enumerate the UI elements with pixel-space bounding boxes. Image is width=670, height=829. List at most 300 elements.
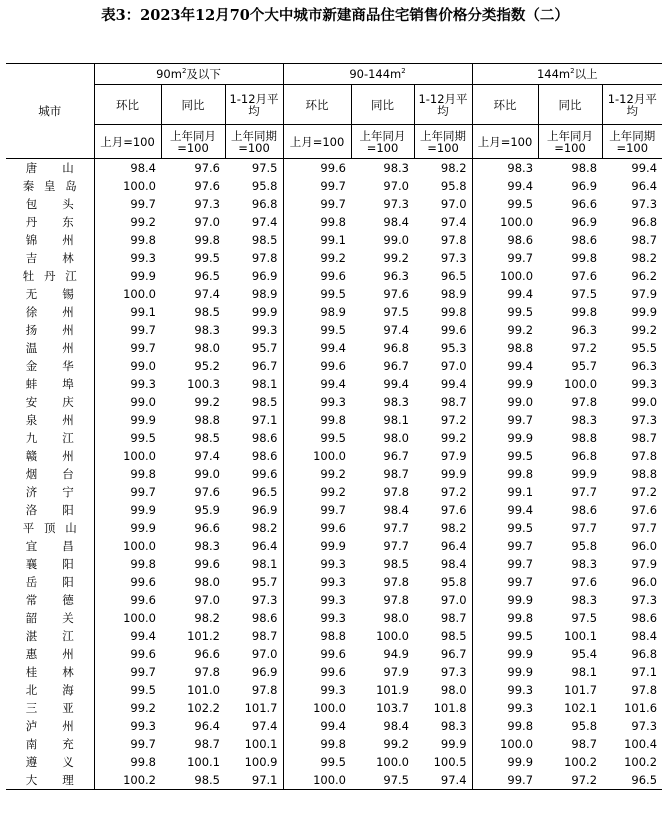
value-cell: 98.8 bbox=[194, 413, 220, 427]
city-name: 济 宁 bbox=[25, 485, 74, 499]
table-row bbox=[6, 519, 662, 537]
city-column-header: 城市 bbox=[6, 64, 94, 159]
value-cell: 99.8 bbox=[507, 611, 534, 625]
table-row bbox=[6, 429, 662, 447]
value-cell: 98.4 bbox=[130, 161, 156, 175]
value-cell: 99.2 bbox=[631, 323, 658, 337]
value-cell: 99.8 bbox=[130, 557, 156, 571]
value-cell: 97.0 bbox=[414, 591, 472, 609]
value-cell: 99.2 bbox=[383, 737, 409, 751]
value-cell: 99.2 bbox=[194, 395, 220, 409]
value-cell: 96.8 bbox=[631, 647, 658, 661]
value-cell: 96.3 bbox=[383, 269, 409, 283]
value-cell: 98.5 bbox=[383, 557, 409, 571]
value-cell: 98.7 bbox=[383, 467, 409, 481]
value-cell: 99.6 bbox=[194, 557, 220, 571]
table-row bbox=[6, 735, 662, 753]
value-cell: 101.8 bbox=[414, 699, 472, 717]
value-cell: 97.6 bbox=[571, 269, 598, 283]
city-name: 丹 东 bbox=[25, 215, 74, 229]
value-cell: 97.0 bbox=[194, 593, 220, 607]
base-header-avg: 上年同期=100 bbox=[225, 125, 283, 159]
value-cell: 97.3 bbox=[225, 591, 283, 609]
table-row bbox=[6, 159, 662, 178]
value-cell: 100.0 bbox=[123, 449, 156, 463]
value-cell: 99.8 bbox=[571, 251, 598, 265]
value-cell: 102.1 bbox=[564, 701, 598, 715]
value-cell: 98.2 bbox=[225, 519, 283, 537]
value-cell: 99.7 bbox=[507, 557, 534, 571]
value-cell: 99.2 bbox=[320, 485, 346, 499]
value-cell: 95.7 bbox=[225, 339, 283, 357]
value-cell: 97.4 bbox=[414, 213, 472, 231]
city-name: 湛 江 bbox=[25, 629, 74, 643]
value-cell: 97.9 bbox=[631, 287, 658, 301]
value-cell: 96.7 bbox=[383, 449, 409, 463]
value-cell: 97.6 bbox=[194, 485, 220, 499]
table-row bbox=[6, 465, 662, 483]
value-cell: 96.4 bbox=[414, 537, 472, 555]
value-cell: 97.9 bbox=[383, 665, 409, 679]
city-cell bbox=[6, 753, 94, 771]
value-cell: 95.7 bbox=[571, 359, 598, 373]
value-cell: 96.4 bbox=[631, 179, 658, 193]
value-cell: 99.4 bbox=[320, 341, 346, 355]
value-cell: 98.5 bbox=[414, 627, 472, 645]
value-cell: 100.2 bbox=[94, 771, 161, 790]
value-cell: 100.0 bbox=[500, 737, 534, 751]
city-name: 徐 州 bbox=[25, 305, 74, 319]
table-row bbox=[6, 771, 662, 790]
page-title: 表3：2023年12月70个大中城市新建商品住宅销售价格分类指数（二） bbox=[101, 7, 569, 24]
city-cell bbox=[6, 717, 94, 735]
value-cell: 97.7 bbox=[571, 485, 598, 499]
value-cell: 99.4 bbox=[507, 359, 534, 373]
value-cell: 98.9 bbox=[320, 305, 346, 319]
value-cell: 100.0 bbox=[123, 179, 156, 193]
value-cell: 97.3 bbox=[631, 413, 658, 427]
base-header-mom: 上月=100 bbox=[472, 125, 538, 159]
value-cell: 99.3 bbox=[130, 719, 156, 733]
value-cell: 98.7 bbox=[225, 627, 283, 645]
value-cell: 99.3 bbox=[631, 377, 658, 391]
value-cell: 99.9 bbox=[507, 647, 534, 661]
value-cell: 98.2 bbox=[414, 159, 472, 178]
base-header-avg: 上年同期=100 bbox=[414, 125, 472, 159]
value-cell: 97.9 bbox=[631, 557, 658, 571]
value-cell: 99.4 bbox=[383, 377, 409, 391]
city-name: 南 充 bbox=[25, 737, 74, 751]
table-row bbox=[6, 411, 662, 429]
value-cell: 100.0 bbox=[313, 701, 346, 715]
city-name: 蚌 埠 bbox=[25, 377, 74, 391]
value-cell: 100.4 bbox=[624, 737, 658, 751]
value-cell: 99.7 bbox=[130, 323, 156, 337]
table-row bbox=[6, 681, 662, 699]
city-name: 泸 州 bbox=[25, 719, 74, 733]
city-cell bbox=[6, 699, 94, 717]
table-row bbox=[6, 213, 662, 231]
value-cell: 99.9 bbox=[507, 377, 534, 391]
value-cell: 97.5 bbox=[351, 771, 414, 790]
base-header-mom: 上月=100 bbox=[94, 125, 161, 159]
value-cell: 96.0 bbox=[631, 539, 658, 553]
value-cell: 99.4 bbox=[507, 503, 534, 517]
value-cell: 97.1 bbox=[631, 665, 658, 679]
value-cell: 97.2 bbox=[414, 483, 472, 501]
city-cell bbox=[6, 609, 94, 627]
table-row bbox=[6, 555, 662, 573]
city-name: 遵 义 bbox=[25, 755, 74, 769]
value-cell: 98.5 bbox=[225, 393, 283, 411]
value-cell: 99.3 bbox=[225, 321, 283, 339]
value-cell: 99.8 bbox=[414, 303, 472, 321]
value-cell: 97.8 bbox=[383, 593, 409, 607]
value-cell: 97.8 bbox=[225, 681, 283, 699]
city-cell bbox=[6, 339, 94, 357]
value-cell: 99.0 bbox=[194, 467, 220, 481]
value-cell: 99.5 bbox=[320, 755, 346, 769]
value-cell: 98.4 bbox=[414, 555, 472, 573]
value-cell: 100.1 bbox=[187, 755, 220, 769]
value-cell: 99.1 bbox=[320, 233, 346, 247]
city-name: 桂 林 bbox=[25, 665, 74, 679]
value-cell: 98.8 bbox=[320, 629, 346, 643]
value-cell: 99.7 bbox=[507, 251, 534, 265]
value-cell: 103.7 bbox=[376, 701, 409, 715]
city-cell bbox=[6, 573, 94, 591]
group-header-large: $144m^2$以上 bbox=[472, 64, 662, 85]
value-cell: 96.8 bbox=[631, 215, 658, 229]
value-cell: 99.9 bbox=[631, 305, 658, 319]
table-row bbox=[6, 393, 662, 411]
value-cell: 97.4 bbox=[194, 449, 220, 463]
value-cell: 97.8 bbox=[571, 395, 598, 409]
value-cell: 99.9 bbox=[130, 503, 156, 517]
value-cell: 100.0 bbox=[313, 449, 346, 463]
city-name: 襄 阳 bbox=[25, 557, 74, 571]
value-cell: 99.6 bbox=[414, 321, 472, 339]
value-cell: 95.3 bbox=[414, 339, 472, 357]
value-cell: 99.9 bbox=[414, 465, 472, 483]
value-cell: 96.6 bbox=[194, 647, 220, 661]
value-cell: 98.5 bbox=[194, 431, 220, 445]
value-cell: 97.8 bbox=[631, 683, 658, 697]
city-name: 金 华 bbox=[25, 359, 74, 373]
sub-header-mom: 环比 bbox=[94, 85, 161, 125]
value-cell: 99.9 bbox=[225, 303, 283, 321]
value-cell: 98.7 bbox=[414, 393, 472, 411]
value-cell: 101.2 bbox=[187, 629, 220, 643]
value-cell: 99.4 bbox=[631, 161, 658, 175]
value-cell: 96.7 bbox=[414, 645, 472, 663]
value-cell: 99.6 bbox=[320, 269, 346, 283]
city-name: 扬 州 bbox=[25, 323, 74, 337]
value-cell: 99.8 bbox=[130, 755, 156, 769]
city-cell bbox=[6, 429, 94, 447]
value-cell: 95.9 bbox=[194, 503, 220, 517]
value-cell: 96.5 bbox=[414, 267, 472, 285]
value-cell: 99.0 bbox=[507, 395, 534, 409]
value-cell: 98.4 bbox=[383, 503, 409, 517]
value-cell: 95.8 bbox=[414, 573, 472, 591]
city-name: 泉 州 bbox=[25, 413, 74, 427]
value-cell: 100.9 bbox=[225, 753, 283, 771]
city-name: 三 亚 bbox=[25, 701, 74, 715]
value-cell: 96.3 bbox=[631, 359, 658, 373]
base-header-yoy: 上年同月=100 bbox=[538, 125, 602, 159]
city-name: 洛 阳 bbox=[25, 503, 74, 517]
value-cell: 98.8 bbox=[507, 341, 534, 355]
value-cell: 97.7 bbox=[383, 539, 409, 553]
value-cell: 99.5 bbox=[130, 683, 156, 697]
value-cell: 98.1 bbox=[225, 375, 283, 393]
value-cell: 98.4 bbox=[383, 719, 409, 733]
value-cell: 98.3 bbox=[194, 323, 220, 337]
value-cell: 98.0 bbox=[383, 611, 409, 625]
value-cell: 99.0 bbox=[383, 233, 409, 247]
value-cell: 97.6 bbox=[383, 287, 409, 301]
value-cell: 98.6 bbox=[225, 447, 283, 465]
value-cell: 101.7 bbox=[225, 699, 283, 717]
value-cell: 99.1 bbox=[507, 485, 534, 499]
table-row bbox=[6, 699, 662, 717]
city-cell bbox=[6, 357, 94, 375]
value-cell: 100.0 bbox=[500, 269, 534, 283]
sub-header-yoy: 同比 bbox=[161, 85, 225, 125]
value-cell: 99.8 bbox=[320, 737, 346, 751]
value-cell: 97.8 bbox=[383, 575, 409, 589]
city-name: 无 锡 bbox=[25, 287, 74, 301]
sub-header-avg: 1-12月平均 bbox=[414, 85, 472, 125]
value-cell: 96.9 bbox=[225, 663, 283, 681]
value-cell: 96.9 bbox=[571, 215, 598, 229]
table-row bbox=[6, 303, 662, 321]
value-cell: 99.0 bbox=[130, 359, 156, 373]
base-header-yoy: 上年同月=100 bbox=[351, 125, 414, 159]
city-cell bbox=[6, 249, 94, 267]
city-cell bbox=[6, 591, 94, 609]
value-cell: 98.7 bbox=[631, 431, 658, 445]
value-cell: 100.0 bbox=[376, 755, 409, 769]
value-cell: 99.5 bbox=[507, 521, 534, 535]
value-cell: 97.4 bbox=[414, 771, 472, 790]
value-cell: 96.6 bbox=[194, 521, 220, 535]
value-cell: 99.5 bbox=[507, 305, 534, 319]
value-cell: 96.0 bbox=[631, 575, 658, 589]
value-cell: 97.3 bbox=[414, 249, 472, 267]
value-cell: 99.3 bbox=[320, 593, 346, 607]
value-cell: 99.2 bbox=[130, 215, 156, 229]
base-header-avg: 上年同期=100 bbox=[602, 125, 662, 159]
city-name: 常 德 bbox=[25, 593, 74, 607]
city-name: 包 头 bbox=[25, 197, 74, 211]
value-cell: 99.7 bbox=[320, 179, 346, 193]
sub-header-yoy: 同比 bbox=[351, 85, 414, 125]
value-cell: 99.1 bbox=[130, 305, 156, 319]
city-name: 唐 山 bbox=[25, 161, 74, 175]
table-row bbox=[6, 321, 662, 339]
value-cell: 96.8 bbox=[571, 449, 598, 463]
value-cell: 95.8 bbox=[571, 719, 598, 733]
sub-header-mom: 环比 bbox=[472, 85, 538, 125]
value-cell: 99.8 bbox=[320, 413, 346, 427]
value-cell: 98.3 bbox=[507, 161, 534, 175]
value-cell: 96.8 bbox=[225, 195, 283, 213]
value-cell: 99.8 bbox=[130, 467, 156, 481]
value-cell: 99.6 bbox=[130, 575, 156, 589]
value-cell: 97.6 bbox=[194, 161, 220, 175]
value-cell: 98.7 bbox=[571, 737, 598, 751]
value-cell: 99.5 bbox=[320, 323, 346, 337]
value-cell: 99.3 bbox=[320, 575, 346, 589]
value-cell: 99.8 bbox=[320, 215, 346, 229]
value-cell: 98.3 bbox=[571, 413, 598, 427]
table-row bbox=[6, 231, 662, 249]
value-cell: 96.6 bbox=[571, 197, 598, 211]
value-cell: 98.2 bbox=[194, 611, 220, 625]
value-cell: 98.3 bbox=[414, 717, 472, 735]
value-cell: 97.6 bbox=[571, 575, 598, 589]
value-cell: 99.2 bbox=[414, 429, 472, 447]
city-cell bbox=[6, 645, 94, 663]
value-cell: 99.5 bbox=[320, 431, 346, 445]
value-cell: 100.2 bbox=[564, 755, 598, 769]
value-cell: 99.2 bbox=[130, 701, 156, 715]
value-cell: 99.8 bbox=[571, 305, 598, 319]
value-cell: 96.4 bbox=[194, 719, 220, 733]
value-cell: 98.8 bbox=[571, 161, 598, 175]
city-name: 牡 丹 江 bbox=[22, 269, 77, 283]
value-cell: 99.3 bbox=[507, 683, 534, 697]
value-cell: 96.5 bbox=[602, 771, 662, 790]
value-cell: 98.8 bbox=[631, 467, 658, 481]
city-name: 烟 台 bbox=[25, 467, 74, 481]
value-cell: 99.9 bbox=[320, 539, 346, 553]
city-cell bbox=[6, 501, 94, 519]
value-cell: 100.5 bbox=[414, 753, 472, 771]
table-row bbox=[6, 537, 662, 555]
table-row bbox=[6, 501, 662, 519]
value-cell: 97.0 bbox=[194, 215, 220, 229]
value-cell: 97.7 bbox=[383, 521, 409, 535]
value-cell: 96.7 bbox=[225, 357, 283, 375]
value-cell: 100.0 bbox=[283, 771, 351, 790]
value-cell: 99.9 bbox=[414, 735, 472, 753]
value-cell: 97.0 bbox=[414, 195, 472, 213]
value-cell: 96.4 bbox=[225, 537, 283, 555]
value-cell: 97.5 bbox=[571, 287, 598, 301]
table-row bbox=[6, 249, 662, 267]
value-cell: 97.8 bbox=[225, 249, 283, 267]
value-cell: 97.4 bbox=[225, 213, 283, 231]
value-cell: 97.2 bbox=[538, 771, 602, 790]
value-cell: 98.6 bbox=[225, 609, 283, 627]
value-cell: 98.9 bbox=[225, 285, 283, 303]
city-cell bbox=[6, 537, 94, 555]
value-cell: 97.3 bbox=[631, 719, 658, 733]
value-cell: 96.9 bbox=[225, 267, 283, 285]
value-cell: 98.1 bbox=[571, 665, 598, 679]
city-cell bbox=[6, 177, 94, 195]
value-cell: 99.7 bbox=[130, 197, 156, 211]
sub-header-avg: 1-12月平均 bbox=[602, 85, 662, 125]
city-cell bbox=[6, 267, 94, 285]
value-cell: 97.7 bbox=[631, 521, 658, 535]
city-cell bbox=[6, 411, 94, 429]
value-cell: 99.9 bbox=[130, 269, 156, 283]
table-row bbox=[6, 285, 662, 303]
table-row bbox=[6, 195, 662, 213]
value-cell: 98.3 bbox=[571, 593, 598, 607]
city-cell bbox=[6, 159, 94, 178]
value-cell: 99.8 bbox=[130, 233, 156, 247]
city-name: 韶 关 bbox=[25, 611, 74, 625]
value-cell: 97.5 bbox=[571, 611, 598, 625]
value-cell: 101.7 bbox=[564, 683, 598, 697]
value-cell: 97.3 bbox=[383, 197, 409, 211]
value-cell: 97.8 bbox=[194, 665, 220, 679]
value-cell: 97.6 bbox=[631, 503, 658, 517]
value-cell: 99.6 bbox=[320, 647, 346, 661]
value-cell: 99.3 bbox=[320, 683, 346, 697]
value-cell: 100.3 bbox=[187, 377, 220, 391]
value-cell: 94.9 bbox=[383, 647, 409, 661]
city-name: 赣 州 bbox=[25, 449, 74, 463]
city-cell bbox=[6, 285, 94, 303]
city-cell bbox=[6, 303, 94, 321]
value-cell: 98.0 bbox=[194, 575, 220, 589]
value-cell: 97.5 bbox=[383, 305, 409, 319]
value-cell: 97.4 bbox=[383, 323, 409, 337]
value-cell: 100.0 bbox=[123, 539, 156, 553]
value-cell: 99.6 bbox=[130, 647, 156, 661]
city-cell bbox=[6, 735, 94, 753]
city-cell bbox=[6, 663, 94, 681]
value-cell: 99.7 bbox=[507, 413, 534, 427]
value-cell: 98.2 bbox=[631, 251, 658, 265]
city-name: 九 江 bbox=[25, 431, 74, 445]
value-cell: 98.0 bbox=[414, 681, 472, 699]
value-cell: 97.0 bbox=[225, 645, 283, 663]
city-name: 岳 阳 bbox=[25, 575, 74, 589]
value-cell: 96.7 bbox=[383, 359, 409, 373]
value-cell: 98.7 bbox=[631, 233, 658, 247]
value-cell: 95.7 bbox=[225, 573, 283, 591]
city-cell bbox=[6, 231, 94, 249]
value-cell: 95.4 bbox=[571, 647, 598, 661]
value-cell: 99.7 bbox=[507, 575, 534, 589]
table-body bbox=[6, 159, 662, 790]
table-row bbox=[6, 177, 662, 195]
value-cell: 99.5 bbox=[507, 629, 534, 643]
value-cell: 99.5 bbox=[507, 197, 534, 211]
table-row bbox=[6, 591, 662, 609]
value-cell: 99.6 bbox=[225, 465, 283, 483]
value-cell: 96.5 bbox=[194, 269, 220, 283]
value-cell: 99.2 bbox=[320, 251, 346, 265]
value-cell: 101.9 bbox=[376, 683, 409, 697]
value-cell: 97.3 bbox=[194, 197, 220, 211]
value-cell: 95.8 bbox=[225, 177, 283, 195]
group-header-medium: $90-144m^2$ bbox=[283, 64, 472, 85]
value-cell: 99.7 bbox=[320, 503, 346, 517]
value-cell: 99.4 bbox=[414, 375, 472, 393]
value-cell: 98.4 bbox=[383, 215, 409, 229]
value-cell: 97.2 bbox=[571, 341, 598, 355]
value-cell: 99.6 bbox=[320, 161, 346, 175]
sub-header-yoy: 同比 bbox=[538, 85, 602, 125]
